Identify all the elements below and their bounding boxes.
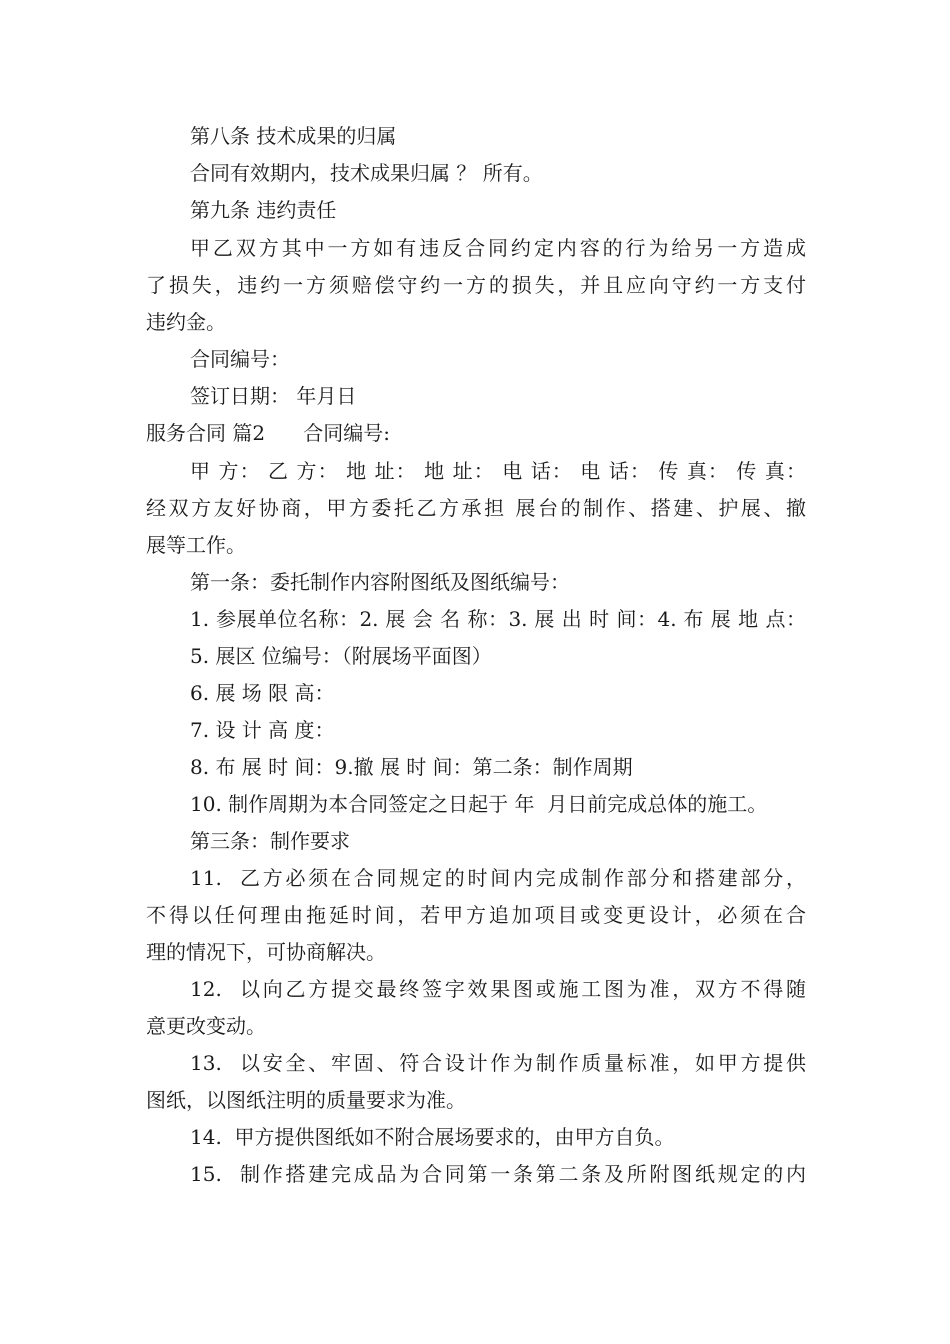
parties-line: 甲 方： 乙 方： 地 址： 地 址： 电 话： 电 话： 传 真： 传 真： bbox=[190, 459, 806, 483]
item-14: 14. 甲方提供图纸如不附合展场要求的，由甲方自负。 bbox=[190, 1125, 675, 1149]
article-9-body-line-1: 甲乙双方其中一方如有违反合同约定内容的行为给另一方造成 bbox=[190, 236, 806, 260]
article-1-heading: 第一条：委托制作内容附图纸及图纸编号： bbox=[190, 570, 570, 594]
item-11-line-2: 不得以任何理由拖延时间，若甲方追加项目或变更设计，必须在合 bbox=[146, 903, 806, 927]
item-1-4: 1. 参展单位名称：2. 展 会 名 称：3. 展 出 时 间：4. 布 展 地 点： bbox=[190, 607, 806, 631]
item-6: 6. 展 场 限 高： bbox=[190, 681, 335, 705]
item-7: 7. 设 计 高 度： bbox=[190, 718, 335, 742]
article-9-heading: 第九条 违约责任 bbox=[190, 198, 337, 222]
item-13-line-2: 图纸，以图纸注明的质量要求为准。 bbox=[146, 1088, 466, 1112]
article-8-heading: 第八条 技术成果的归属 bbox=[190, 124, 397, 148]
intro-line-1: 经双方友好协商，甲方委托乙方承担 展台的制作、搭建、护展、撤 bbox=[146, 496, 806, 520]
item-5: 5. 展区 位编号：（附展场平面图） bbox=[190, 644, 492, 668]
item-12-line-2: 意更改变动。 bbox=[146, 1014, 266, 1038]
signing-date-label: 签订日期： 年月日 bbox=[190, 384, 357, 408]
contract-2-heading: 服务合同 篇2 合同编号: bbox=[146, 421, 390, 445]
item-15-line-1: 15. 制作搭建完成品为合同第一条第二条及所附图纸规定的内 bbox=[190, 1162, 806, 1186]
item-10: 10. 制作周期为本合同签定之日起于 年 月日前完成总体的施工。 bbox=[190, 792, 768, 816]
item-8-9: 8. 布 展 时 间：9.撤 展 时 间：第二条：制作周期 bbox=[190, 755, 633, 779]
contract-number-label: 合同编号： bbox=[190, 347, 290, 371]
article-9-body-line-2: 了损失，违约一方须赔偿守约一方的损失，并且应向守约一方支付 bbox=[146, 273, 806, 297]
item-13-line-1: 13. 以安全、牢固、符合设计作为制作质量标准，如甲方提供 bbox=[190, 1051, 806, 1075]
article-8-body: 合同有效期内，技术成果归属 ？ 所有。 bbox=[190, 161, 543, 185]
article-3-heading: 第三条：制作要求 bbox=[190, 829, 350, 853]
item-11-line-1: 11. 乙方必须在合同规定的时间内完成制作部分和搭建部分， bbox=[190, 866, 806, 890]
item-12-line-1: 12. 以向乙方提交最终签字效果图或施工图为准，双方不得随 bbox=[190, 977, 806, 1001]
intro-line-2: 展等工作。 bbox=[146, 533, 246, 557]
item-11-line-3: 理的情况下，可协商解决。 bbox=[146, 940, 386, 964]
article-9-body-line-3: 违约金。 bbox=[146, 310, 226, 334]
